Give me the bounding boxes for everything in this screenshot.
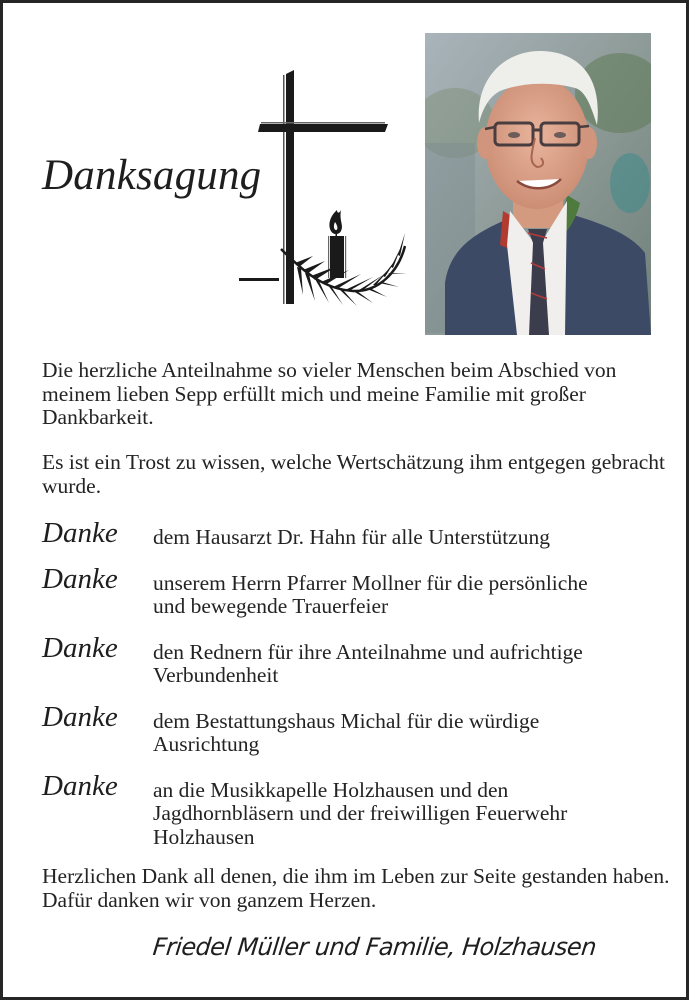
thanks-text: den Rednern für ihre Anteilnahme und aufrichtige Verbundenheit (153, 639, 583, 687)
portrait-photo (425, 33, 651, 335)
comfort-paragraph: Es ist ein Trost zu wissen, welche Wertschätzung ihm entgegen gebracht wurde. (42, 450, 666, 498)
thanks-item (42, 700, 672, 757)
mourning-emblem (233, 63, 413, 313)
thanks-text: unserem Herrn Pfarrer Mollner für die persönliche und bewegende Trauerfeier (153, 570, 588, 618)
thanks-text: dem Bestattungshaus Michal für die würdige Ausrichtung (153, 708, 540, 756)
thanks-item (42, 562, 672, 619)
thanks-label: Danke (42, 631, 118, 664)
thanks-list (42, 519, 672, 864)
thanks-label: Danke (42, 562, 118, 595)
thanks-text: dem Hausarzt Dr. Hahn für alle Unterstützung (153, 525, 551, 549)
thanks-item (42, 631, 672, 688)
thanks-text: an die Musikkapelle Holzhausen und den Jagdhornbläsern und der freiwilligen Feuerwehr Holzhausen (153, 777, 568, 849)
intro-paragraph: Die herzliche Anteilnahme so vieler Menschen beim Abschied von meinem lieben Sepp erfüllt mich und meine Familie mit großer Dankbarkeit. (42, 358, 617, 429)
thanks-item (42, 519, 672, 550)
closing-paragraph: Herzlichen Dank all denen, die ihm im Leben zur Seite gestanden haben. Dafür danken wir von ganzem Herzen. (42, 864, 670, 912)
thanks-item (42, 769, 672, 850)
notice-title: Danksagung (42, 152, 262, 199)
thanks-label: Danke (42, 517, 118, 549)
thanks-label: Danke (42, 700, 118, 733)
signature: Friedel Müller und Familie, Holzhausen (151, 933, 598, 961)
candle-icon (328, 210, 346, 278)
thanks-label: Danke (42, 769, 118, 802)
